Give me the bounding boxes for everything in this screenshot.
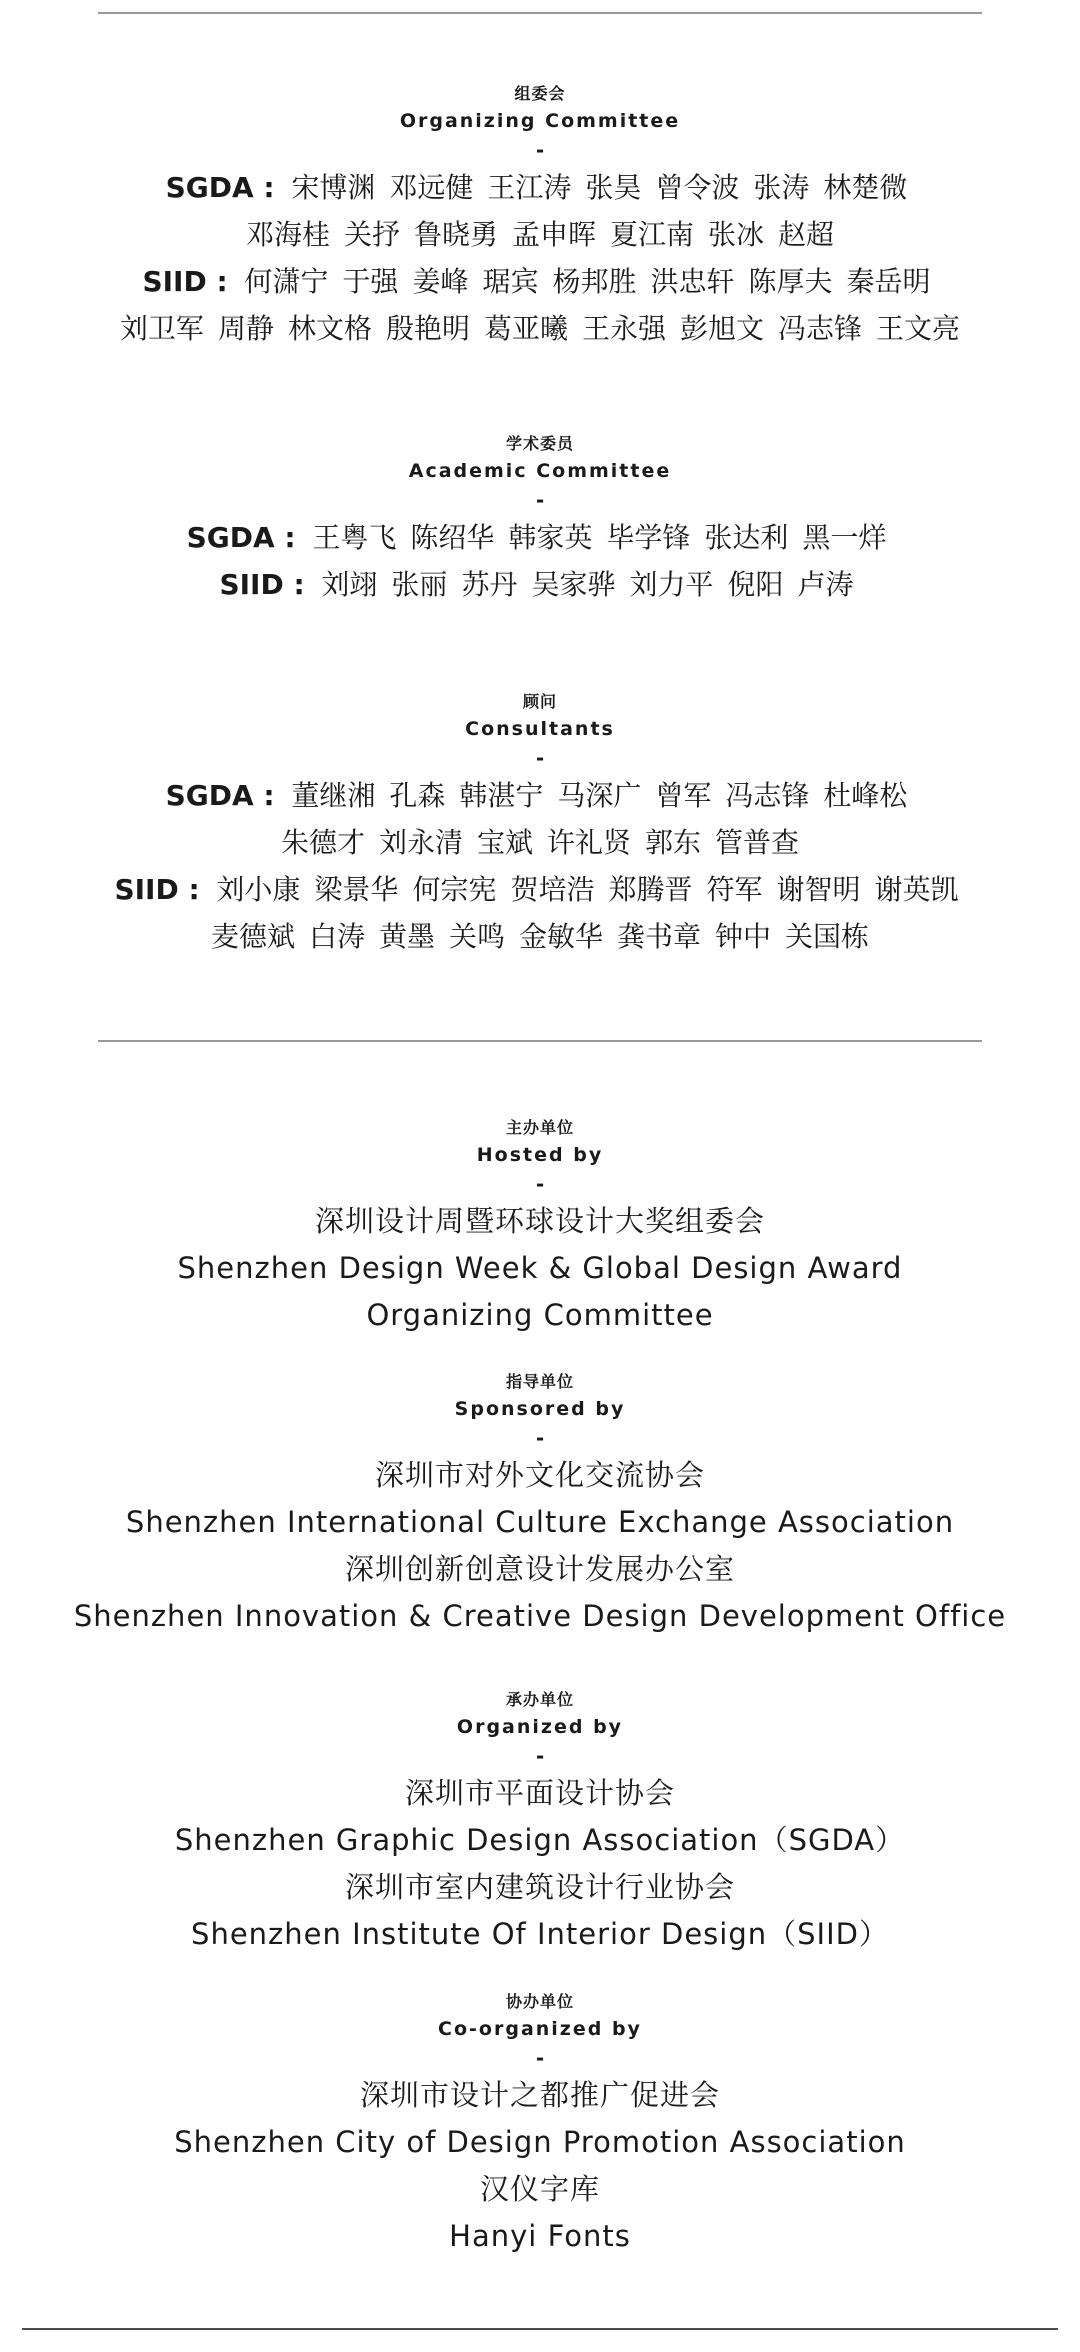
member-name: 白涛 — [308, 920, 365, 953]
member-name: 钟中 — [715, 920, 772, 953]
member-name: 杨邦胜 — [552, 265, 637, 298]
organization-line: 深圳市设计之都推广促进会 — [359, 2078, 720, 2112]
member-name: 曾令波 — [655, 171, 740, 204]
organization-line: Shenzhen Design Week & Global Design Award — [177, 1251, 903, 1285]
member-name: 郭东 — [645, 826, 702, 859]
organization-line: Shenzhen City of Design Promotion Association — [174, 2125, 906, 2159]
member-name: 刘卫军 — [119, 312, 204, 345]
section-dash: - — [535, 138, 545, 162]
member-name: 金敏华 — [519, 920, 604, 953]
organization-line: Shenzhen Innovation & Creative Design Development Office — [73, 1599, 1007, 1633]
names-line — [0, 211, 1080, 258]
member-name: 郑腾晋 — [608, 873, 693, 906]
organization-line: 深圳创新创意设计发展办公室 — [344, 1552, 735, 1586]
member-name: 姜峰 — [412, 265, 469, 298]
member-name: 张昊 — [585, 171, 642, 204]
member-name: 洪忠轩 — [650, 265, 735, 298]
member-name: 邓远健 — [389, 171, 474, 204]
section-dash: - — [535, 488, 545, 512]
organization-line: 深圳市室内建筑设计行业协会 — [344, 1870, 735, 1904]
group-prefix: SIID : — [219, 568, 315, 601]
section-title-cn: 承办单位 — [505, 1690, 574, 1709]
member-name: 杜峰松 — [823, 779, 908, 812]
group-prefix: SGDA : — [165, 171, 285, 204]
member-name: 马深广 — [557, 779, 642, 812]
names-line — [0, 819, 1080, 866]
member-name: 曾军 — [655, 779, 712, 812]
member-name: 刘力平 — [629, 568, 714, 601]
section-dash: - — [535, 1172, 545, 1196]
academic-committee-section — [0, 432, 1080, 608]
member-name: 刘翊 — [321, 568, 378, 601]
organizing-committee-section — [0, 82, 1080, 352]
member-name: 邓海桂 — [245, 218, 330, 251]
member-name: 关鸣 — [448, 920, 505, 953]
member-name: 谢智明 — [776, 873, 861, 906]
member-name: 刘永清 — [378, 826, 463, 859]
member-name: 王粤飞 — [312, 521, 397, 554]
member-name: 毕学锋 — [606, 521, 691, 554]
section-title-en: Co-organized by — [438, 2018, 642, 2040]
member-name: 林楚微 — [823, 171, 908, 204]
member-name: 刘小康 — [216, 873, 301, 906]
section-title-en: Organized by — [456, 1716, 624, 1738]
organization-line: 深圳设计周暨环球设计大奖组委会 — [314, 1204, 765, 1238]
names-line — [0, 514, 1080, 561]
member-name: 梁景华 — [314, 873, 399, 906]
section-title-cn: 指导单位 — [505, 1372, 574, 1391]
section-title-cn: 组委会 — [514, 84, 566, 103]
names-line — [0, 913, 1080, 960]
member-name: 董继湘 — [291, 779, 376, 812]
member-name: 符军 — [706, 873, 763, 906]
section-title-cn: 顾问 — [522, 692, 557, 711]
section-title-cn: 协办单位 — [505, 1992, 574, 2011]
member-name: 何潇宁 — [244, 265, 329, 298]
organization-line: 汉仪字库 — [479, 2172, 600, 2206]
names-line — [0, 258, 1080, 305]
member-name: 管普查 — [715, 826, 800, 859]
member-name: 宋博渊 — [291, 171, 376, 204]
section-title-en: Consultants — [465, 718, 615, 740]
bottom-divider — [22, 2328, 1058, 2330]
section-title-cn: 学术委员 — [505, 434, 574, 453]
section-dash: - — [535, 2046, 545, 2070]
middle-divider — [98, 1040, 982, 1042]
member-name: 谢英凯 — [874, 873, 959, 906]
member-name: 龚书章 — [617, 920, 702, 953]
member-name: 鲁晓勇 — [413, 218, 498, 251]
consultants-section — [0, 690, 1080, 960]
member-name: 葛亚曦 — [483, 312, 568, 345]
hosted-by-section — [0, 1116, 1080, 1339]
section-title-en: Hosted by — [476, 1144, 604, 1166]
member-name: 周静 — [217, 312, 274, 345]
section-title-en: Sponsored by — [454, 1398, 626, 1420]
member-name: 琚宾 — [482, 265, 539, 298]
top-divider — [98, 12, 982, 14]
member-name: 张丽 — [391, 568, 448, 601]
member-name: 苏丹 — [461, 568, 518, 601]
member-name: 孔森 — [389, 779, 446, 812]
member-name: 关国栋 — [785, 920, 870, 953]
member-name: 赵超 — [778, 218, 835, 251]
member-name: 夏江南 — [610, 218, 695, 251]
member-name: 王江涛 — [487, 171, 572, 204]
names-line — [0, 561, 1080, 608]
organization-line: Shenzhen Graphic Design Association（SGDA） — [174, 1823, 906, 1857]
member-name: 王永强 — [582, 312, 667, 345]
member-name: 吴家骅 — [531, 568, 616, 601]
section-dash: - — [535, 746, 545, 770]
member-name: 冯志锋 — [778, 312, 863, 345]
member-name: 关抒 — [343, 218, 400, 251]
member-name: 秦岳明 — [846, 265, 931, 298]
member-name: 陈厚夫 — [748, 265, 833, 298]
co-organized-by-section — [0, 1990, 1080, 2260]
group-prefix: SGDA : — [165, 779, 285, 812]
member-name: 韩湛宁 — [459, 779, 544, 812]
member-name: 张达利 — [704, 521, 789, 554]
member-name: 宝斌 — [476, 826, 533, 859]
group-prefix: SIID : — [142, 265, 238, 298]
organized-by-section — [0, 1688, 1080, 1958]
member-name: 黑一烊 — [802, 521, 887, 554]
organization-line: Shenzhen International Culture Exchange Association — [125, 1505, 955, 1539]
member-name: 孟申晖 — [511, 218, 596, 251]
member-name: 朱德才 — [280, 826, 365, 859]
member-name: 倪阳 — [727, 568, 784, 601]
member-name: 许礼贤 — [547, 826, 632, 859]
names-line — [0, 305, 1080, 352]
organization-line: 深圳市平面设计协会 — [404, 1776, 675, 1810]
member-name: 卢涛 — [797, 568, 854, 601]
member-name: 黄墨 — [378, 920, 435, 953]
section-title-cn: 主办单位 — [505, 1118, 574, 1137]
group-prefix: SIID : — [114, 873, 210, 906]
names-line — [0, 772, 1080, 819]
section-title-en: Organizing Committee — [399, 110, 681, 132]
member-name: 张涛 — [753, 171, 810, 204]
member-name: 张冰 — [708, 218, 765, 251]
member-name: 殷艳明 — [385, 312, 470, 345]
member-name: 何宗宪 — [412, 873, 497, 906]
group-prefix: SGDA : — [186, 521, 306, 554]
organization-line: Organizing Committee — [366, 1298, 714, 1332]
names-line — [0, 164, 1080, 211]
member-name: 陈绍华 — [410, 521, 495, 554]
organization-line: Shenzhen Institute Of Interior Design（SIID） — [191, 1917, 889, 1951]
member-name: 于强 — [342, 265, 399, 298]
member-name: 麦德斌 — [210, 920, 295, 953]
member-name: 林文格 — [287, 312, 372, 345]
member-name: 冯志锋 — [725, 779, 810, 812]
names-line — [0, 866, 1080, 913]
organization-line: Hanyi Fonts — [449, 2219, 631, 2253]
section-title-en: Academic Committee — [408, 460, 672, 482]
member-name: 贺培浩 — [510, 873, 595, 906]
section-dash: - — [535, 1744, 545, 1768]
member-name: 韩家英 — [508, 521, 593, 554]
section-dash: - — [535, 1426, 545, 1450]
member-name: 王文亮 — [876, 312, 961, 345]
organization-line: 深圳市对外文化交流协会 — [374, 1458, 705, 1492]
sponsored-by-section — [0, 1370, 1080, 1640]
member-name: 彭旭文 — [680, 312, 765, 345]
